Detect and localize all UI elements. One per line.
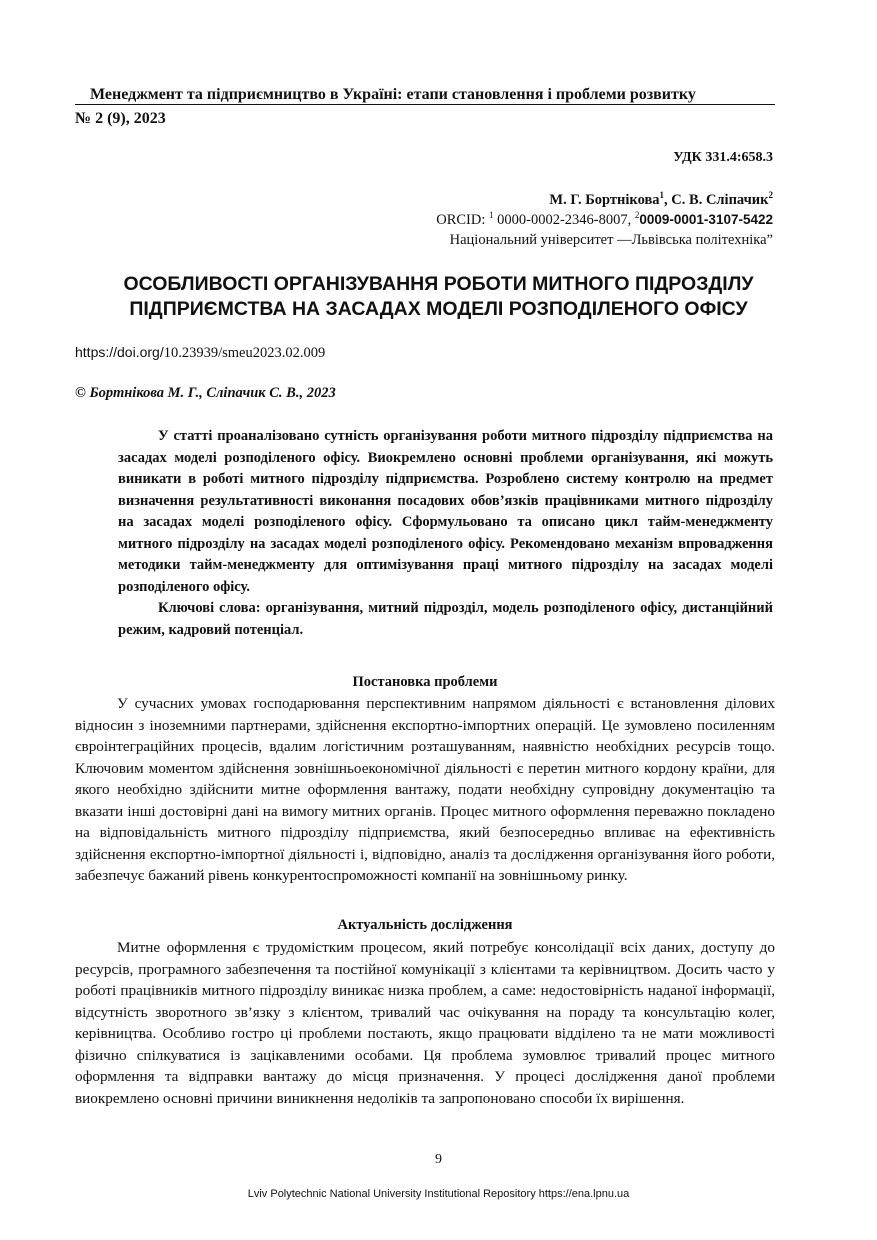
author1-sup: 1 [659,190,665,200]
orcid-label: ORCID: [436,212,489,228]
orcid2-sup: 2 [634,210,640,220]
authors-block [436,190,773,250]
title-line-2: ПІДПРИЄМСТВА НА ЗАСАДАХ МОДЕЛІ РОЗПОДІЛЕНОГО ОФІСУ [129,298,748,320]
copyright-line: © Бортнікова М. Г., Сліпачик С. В., 2023 [75,385,336,401]
author-separator: , [664,192,672,208]
section-text-relevance: Митне оформлення є трудомістким процесом, який потребує консолідації всіх даних, доступу до ресурсів, програмного забезпечення та постійної комунікації з клієнтами та керівництвом. Досить часто у роботі працівників митного підрозділу виникає низка проблем, а саме: недостовірність наданої інформації, відсутність зворотного зв’язку з клієнтом, тривалий час очікування на пораду та консультацію колег, керівництва. Особливо гостро ці проблеми постають, якщо працювати відділено та не мати можливості фізично спілкуватися із зацікавленими особами. Ця проблема зумовлює тривалий процес митного оформлення та відправки вантажу до місця призначення. У процесі дослідження даної проблеми виокремлено основні причини виникнення недоліків та запропоновано способи їх вирішення. [75,939,775,1107]
affiliation: Національний університет ―Львівська політехніка” [449,232,773,248]
abstract-text: У статті проаналізовано сутність організування роботи митного підрозділу підприємства на засадах моделі розподіленого офісу. Виокремлено основні проблеми організування, які можуть виникати в роботі митного підрозділу підприємства. Розроблено систему контролю на предмет визначення результативності виконання посадових обов’язків працівниками митного підрозділу на засадах моделі розподіленого офісу. Сформульовано та описано цикл тайм-менеджменту митного підрозділу на засадах моделі розподіленого офісу. Рекомендовано механізм впровадження методики тайм-менеджменту для оптимізування праці митного підрозділу на засадах моделі розподіленого офісу. [118,428,773,595]
author2-sup: 2 [768,190,773,200]
udc-code: УДК 331.4:658.3 [673,150,773,165]
doi-prefix: https://doi.org/ [75,344,164,360]
orcid1-sup: 1 [489,210,494,220]
page-number: 9 [435,1152,442,1167]
keywords: Ключові слова: організування, митний підрозділ, модель розподіленого офісу, дистанційний режим, кадровий потенціал. [118,600,773,638]
title-line-1: ОСОБЛИВОСТІ ОРГАНІЗУВАННЯ РОБОТИ МИТНОГО ПІДРОЗДІЛУ [123,273,754,295]
orcid1-value[interactable]: 0000-0002-2346-8007, [493,212,635,228]
repository-footer[interactable]: Lviv Polytechnic National University Institutional Repository https://ena.lpnu.ua [247,1188,630,1200]
author-names [436,190,773,210]
journal-title: Менеджмент та підприємництво в Україні: етапи становлення і проблеми розвитку [90,86,696,103]
author2-name: С. В. Сліпачик [671,192,769,208]
doi-link[interactable] [75,344,325,362]
section-heading-problem: Постановка проблеми [352,674,498,690]
orcid-line [436,210,773,230]
abstract [118,426,773,641]
issue-number: № 2 (9), 2023 [75,110,166,127]
section-heading-relevance: Актуальність дослідження [337,917,513,933]
section-text-problem: У сучасних умовах господарювання перспективним напрямом діяльності є встановлення ділових відносин з іноземними партнерами, здійснення експортно-імпортних операцій. Це зумовлено посиленням євроінтеграційних процесів, вдалим логістичним розташуванням, наявністю необхідних ресурсів тощо. Ключовим моментом здійснення зовнішньоекономічної діяльності є перетин митного кордону країни, для якого необхідно здійснити митне оформлення вантажу, подати необхідну супровідну документацію та вказати інші достовірні дані на вимогу митних органів. Процес митного оформлення переважно покладено на відповідальність митного підрозділу підприємства, який безпосередньо впливає на ефективність здійснення експортно-імпортної діяльності і, відповідно, аналіз та дослідження організування його роботи, забезпечує бажаний рівень конкурентоспроможності компанії на зовнішньому ринку. [75,695,775,884]
author1-name: М. Г. Бортнікова [549,192,660,208]
doi-id: 10.23939/smeu2023.02.009 [163,345,326,361]
orcid2-value[interactable]: 0009-0001-3107-5422 [639,212,773,227]
article-title [60,272,817,322]
header-rule [75,104,775,105]
